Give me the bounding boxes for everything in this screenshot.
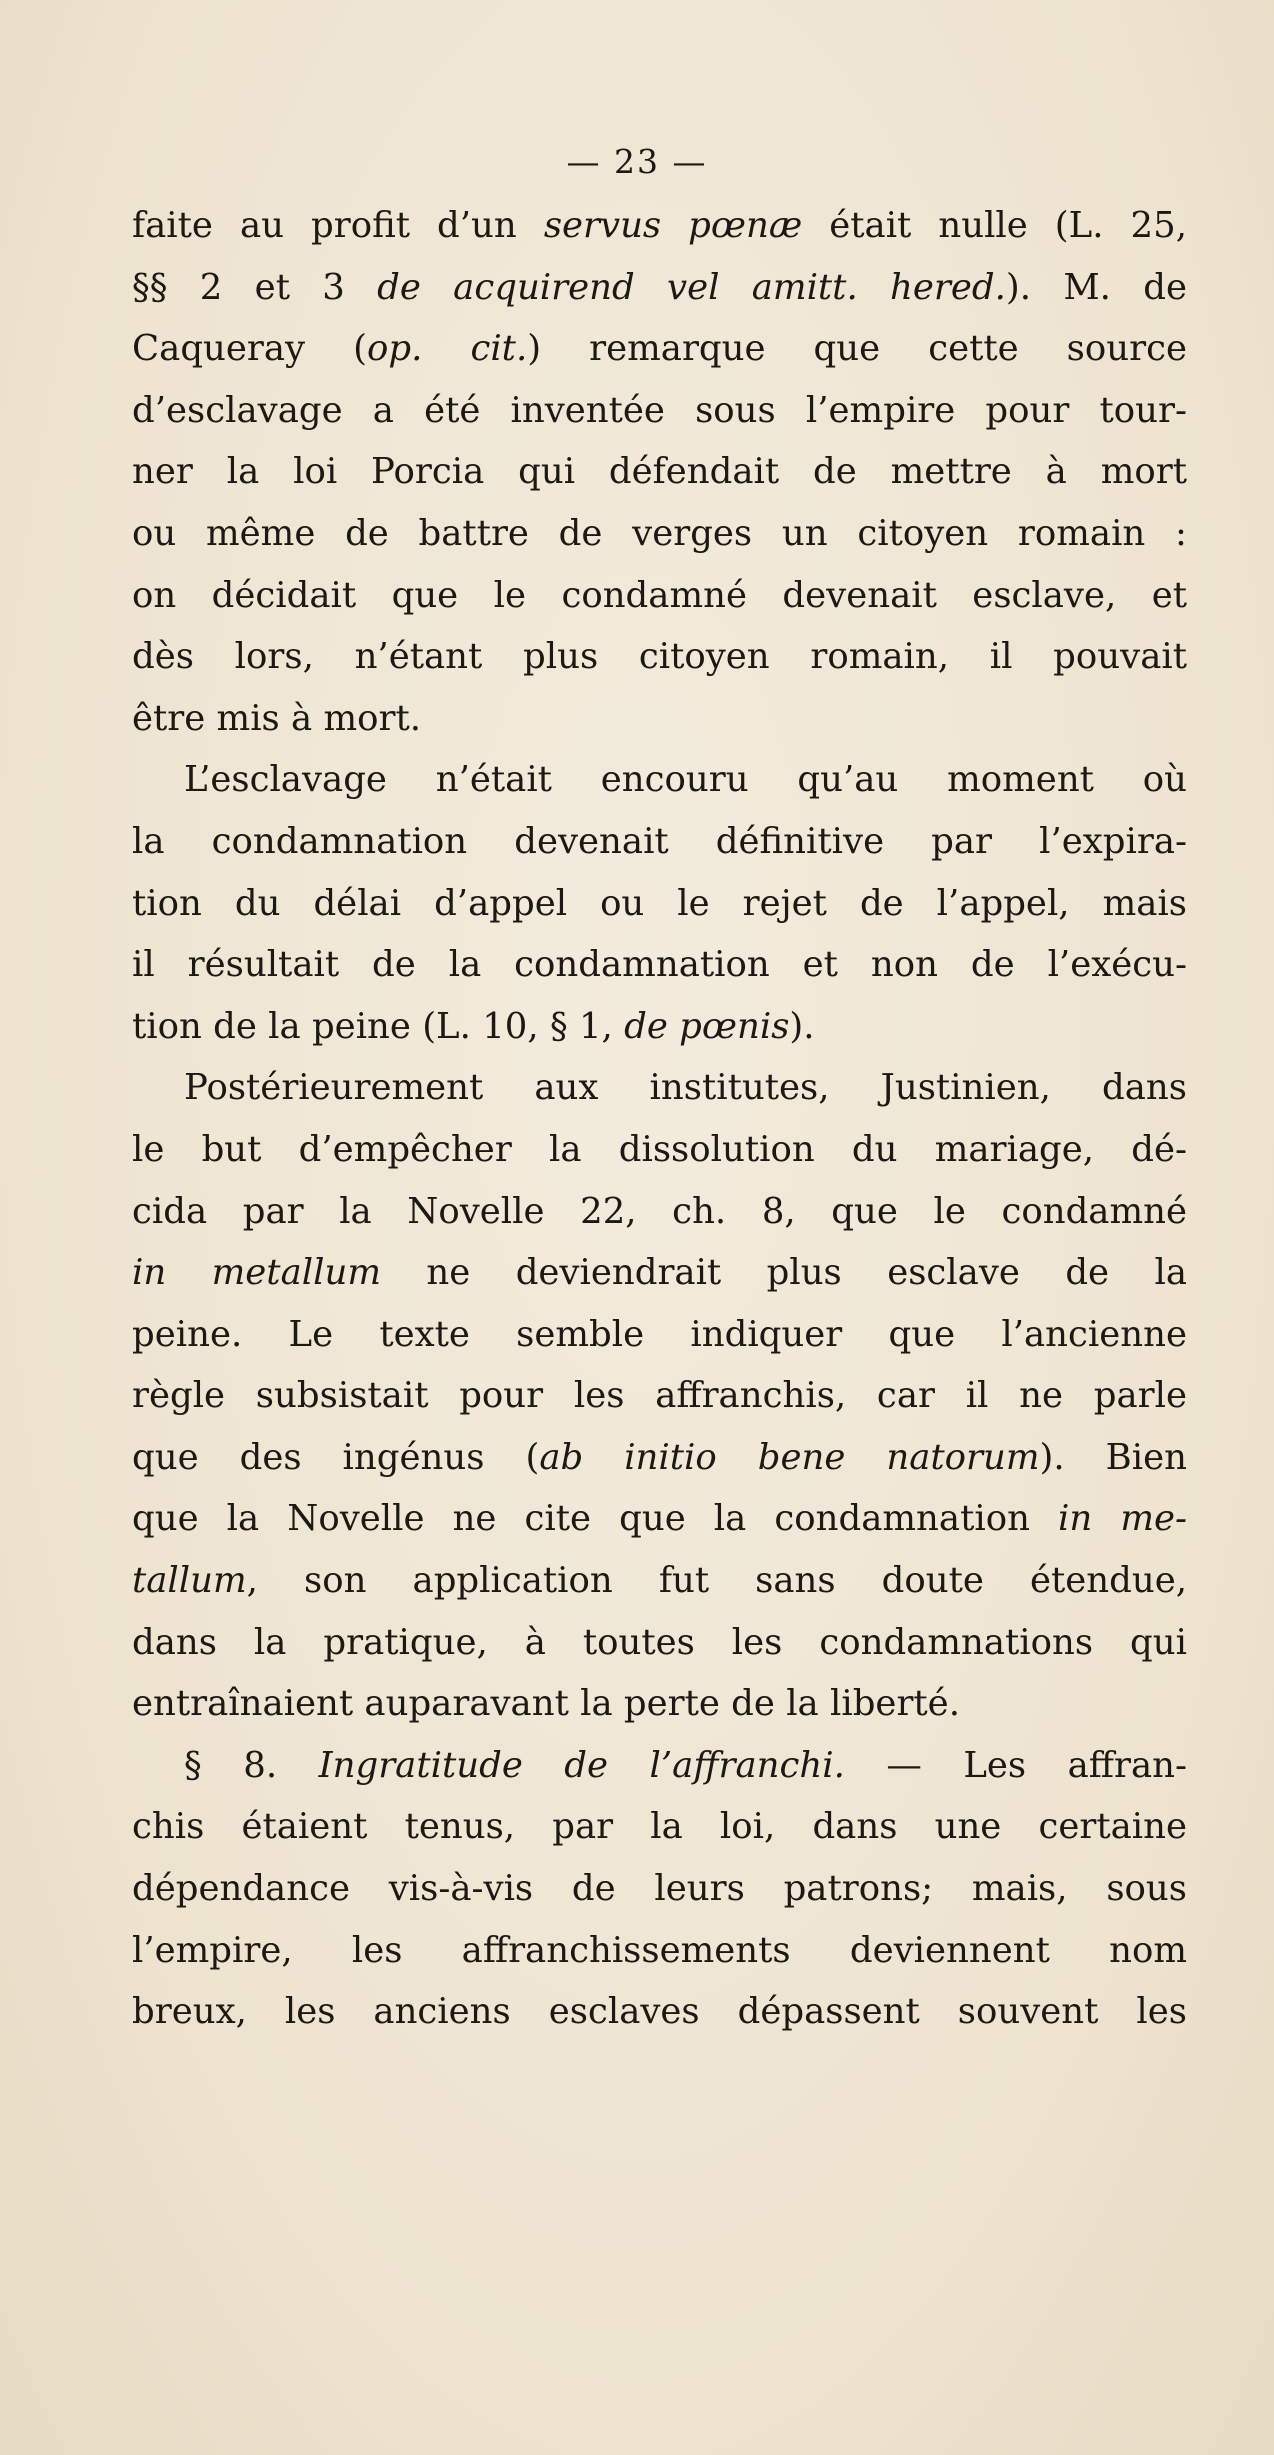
text-line [132,1735,1187,1797]
text-segment: ou même de battre de verges un citoyen romain : [132,512,1187,554]
text-line [132,441,1187,503]
text-line [132,1981,1187,2043]
text-segment: il résultait de la condamnation et non de l’exécu- [132,944,1187,986]
text-segment: ). [789,1005,815,1047]
text-segment: § 8. [184,1744,319,1786]
text-segment: cida par la Novelle 22, ch. 8, que le condamné [132,1190,1187,1232]
italic-text: de pœnis [624,1005,790,1047]
italic-text: in metallum [132,1252,381,1294]
italic-text: ab initio bene natorum [539,1436,1040,1478]
text-line [132,1550,1187,1612]
text-segment: la condamnation devenait définitive par l’expira- [132,820,1187,862]
text-segment: le but d’empêcher la dissolution du mariage, dé- [132,1128,1187,1170]
text-segment: on décidait que le condamné devenait esclave, et [132,574,1187,616]
text-line [132,1673,1187,1735]
text-line [132,1920,1187,1982]
page-number: — 23 — [566,142,708,181]
text-line [132,1858,1187,1920]
text-segment: ). M. de [1005,266,1187,308]
text-segment: , son application fut sans doute étendue, [246,1560,1187,1602]
italic-text: servus pœnæ [543,205,803,246]
text-line [132,1365,1187,1427]
text-segment: que la Novelle ne cite que la condamnation [132,1498,1059,1540]
text-line [132,1304,1187,1366]
text-segment: — Les affran- [844,1744,1187,1786]
text-line [132,1119,1187,1181]
text-line [132,503,1187,565]
italic-text: Ingratitude de l’affranchi. [318,1744,845,1786]
text-segment: ne deviendrait plus esclave de la [380,1252,1187,1294]
text-segment: ). Bien [1039,1436,1187,1478]
text-line [132,1242,1187,1304]
text-line [132,996,1187,1058]
text-segment: faite au profit d’un [132,205,544,246]
text-segment: d’esclavage a été inventée sous l’empire pour tour- [132,389,1187,431]
text-line [132,380,1187,442]
text-segment: ) remarque que cette source [527,328,1187,370]
text-line [132,257,1187,319]
text-line [132,688,1187,750]
text-segment: dans la pratique, à toutes les condamnations qui [132,1621,1187,1663]
text-line [132,1427,1187,1489]
italic-text: tallum [132,1560,247,1602]
text-line [132,626,1187,688]
italic-text: de acquirend vel amitt. hered. [377,266,1006,308]
body-text [132,195,1187,2043]
text-segment: peine. Le texte semble indiquer que l’ancienne [132,1313,1187,1355]
text-segment: Caqueray ( [132,328,368,370]
text-line [132,195,1187,257]
text-segment: que des ingénus ( [132,1436,540,1478]
text-segment: tion du délai d’appel ou le rejet de l’appel, mais [132,882,1187,924]
text-segment: l’empire, les affranchissements deviennent nom [132,1929,1187,1971]
text-segment: Postérieurement aux institutes, Justinien, dans [184,1067,1187,1109]
text-line [132,1612,1187,1674]
text-line [132,1057,1187,1119]
text-segment: était nulle (L. 25, [802,205,1187,246]
text-segment: chis étaient tenus, par la loi, dans une certaine [132,1806,1187,1848]
text-segment: L’esclavage n’était encouru qu’au moment où [184,759,1187,801]
text-line [132,1488,1187,1550]
text-segment: dépendance vis-à-vis de leurs patrons; mais, sous [132,1868,1187,1910]
text-line [132,811,1187,873]
italic-text: op. cit. [367,328,528,370]
text-line [132,873,1187,935]
text-line [132,565,1187,627]
text-line [132,934,1187,996]
text-segment: dès lors, n’étant plus citoyen romain, il pouvait [132,636,1187,678]
text-segment: entraînaient auparavant la perte de la liberté. [132,1683,960,1725]
text-segment: §§ 2 et 3 [132,266,378,308]
text-segment: règle subsistait pour les affranchis, car il ne parle [132,1375,1187,1417]
text-segment: ner la loi Porcia qui défendait de mettre à mort [132,451,1187,493]
text-segment: tion de la peine (L. 10, § 1, [132,1005,625,1047]
text-segment: être mis à mort. [132,697,422,739]
text-segment: breux, les anciens esclaves dépassent souvent les [132,1991,1187,2033]
text-line [132,749,1187,811]
text-line [132,1796,1187,1858]
text-line [132,1181,1187,1243]
text-line [132,318,1187,380]
italic-text: in me- [1058,1498,1187,1540]
